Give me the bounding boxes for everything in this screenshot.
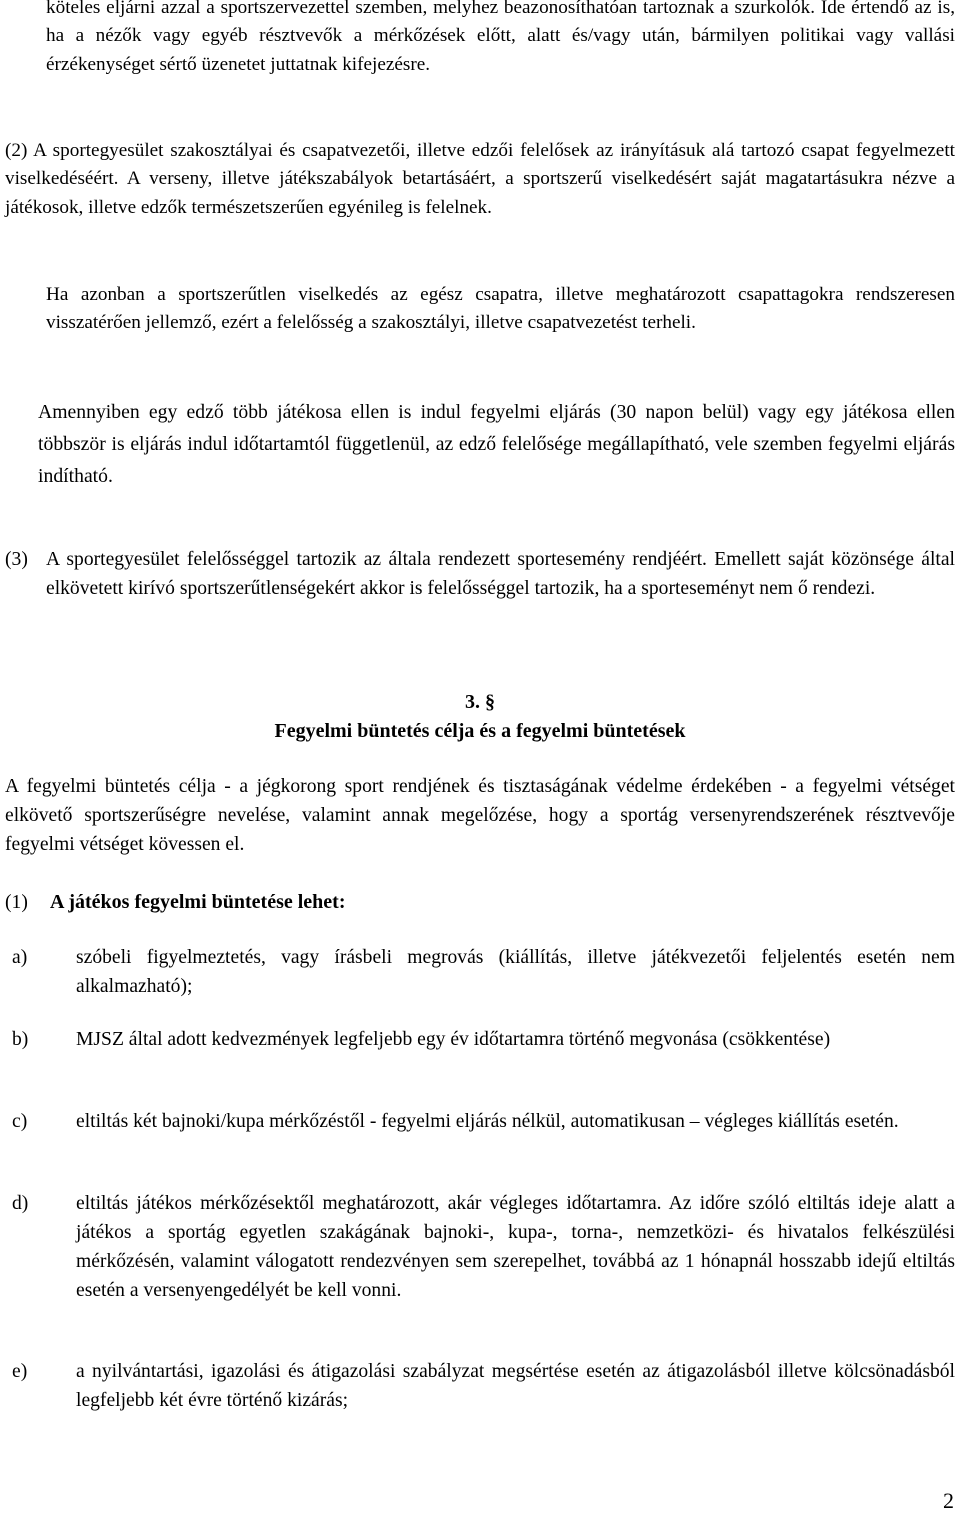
paragraph-2c: Amennyiben egy edző több játékosa ellen is indul fegyelmi eljárás (30 napon belül) vagy egy játékosa ellen többször is eljárás indul időtartamtól függetlenül, az edző felelősége megállapítható, vele szemben fegyelmi eljárás indítható.	[38, 401, 955, 487]
list-item: eltiltás két bajnoki/kupa mérkőzéstől - fegyelmi eljárás nélkül, automatikusan – végleges kiállítás esetén.	[76, 1111, 899, 1132]
list-item: MJSZ által adott kedvezmények legfeljebb egy év időtartamra történő megvonása (csökkentése)	[76, 1029, 831, 1050]
list-item-label: a)	[12, 947, 28, 968]
page-number: 2	[943, 1488, 954, 1513]
subsection-1-title-text: A játékos fegyelmi büntetése lehet:	[50, 891, 346, 913]
list-item-label: e)	[12, 1361, 28, 1382]
list-item-label: b)	[12, 1029, 29, 1050]
list-item: eltiltás játékos mérkőzésektől meghatározott, akár végleges időtartamra. Az időre szóló eltiltás ideje alatt a játékos a sportág egyetlen szakágának bajnoki-, kupa-, torna-, nemzetközi- és hivatalos felkészülési mérkőzésén, valamint válogatott rendezvényen sem szerepelhet, továbbá az 1 hónapnál hosszabb idejű eltiltás esetén a versenyengedélyét be kell vonni.	[76, 1193, 955, 1301]
section-intro: A fegyelmi büntetés célja - a jégkorong sport rendjének és tisztaságának védelme érdekében - a fegyelmi vétséget elkövető sportszerűségre nevelése, valamint annak megelőzése, hogy a sportág versenyrendszerének résztvevője fegyelmi vétséget kövessen el.	[5, 776, 955, 855]
paragraph-3-number: (3)	[5, 549, 28, 570]
paragraph-intro-tail: köteles eljárni azzal a sportszervezettel szemben, melyhez beazonosíthatóan tartoznak a szurkolók. Ide értendő az is, ha a nézők vagy egyéb résztvevők a mérkőzések előtt, alatt és/vagy után, bármilyen politikai vagy vallási érzékenységet sértő üzenetet juttatnak kifejezésre.	[46, 0, 955, 75]
paragraph-2: (2) A sportegyesület szakosztályai és csapatvezetői, illetve edzői felelősek az irányításuk alá tartozó csapat fegyelmezett viselkedéséért. A verseny, illetve játékszabályok betartásáért, a sportszerű viselkedésért saját magatartásukra nézve a játékosok, illetve edzők természetszerűen egyénileg is felelnek.	[5, 140, 955, 218]
section-number: 3. §	[465, 691, 495, 713]
paragraph-3: A sportegyesület felelősséggel tartozik az általa rendezett sportesemény rendjéért. Emellett saját közönsége által elkövetett kirívó sportszerűtlenségekért akkor is felelősséggel tartozik, ha a sporteseményt nem ő rendezi.	[46, 549, 955, 599]
subsection-1-number: (1)	[5, 892, 28, 913]
list-item-label: d)	[12, 1193, 29, 1214]
section-title: Fegyelmi büntetés célja és a fegyelmi büntetések	[274, 720, 686, 742]
list-item: a nyilvántartási, igazolási és átigazolási szabályzat megsértése esetén az átigazolásból illetve kölcsönadásból legfeljebb két évre történő kizárás;	[76, 1361, 955, 1411]
subsection-1-title	[50, 888, 346, 916]
list-item: szóbeli figyelmeztetés, vagy írásbeli megrovás (kiállítás, illetve játékvezetői feljelentés esetén nem alkalmazható);	[76, 947, 955, 997]
list-item-label: c)	[12, 1111, 28, 1132]
paragraph-2b: Ha azonban a sportszerűtlen viselkedés az egész csapatra, illetve meghatározott csapattagokra rendszeresen visszatérően jellemző, ezért a felelősség a szakosztályi, illetve csapatvezetést terheli.	[46, 284, 955, 334]
